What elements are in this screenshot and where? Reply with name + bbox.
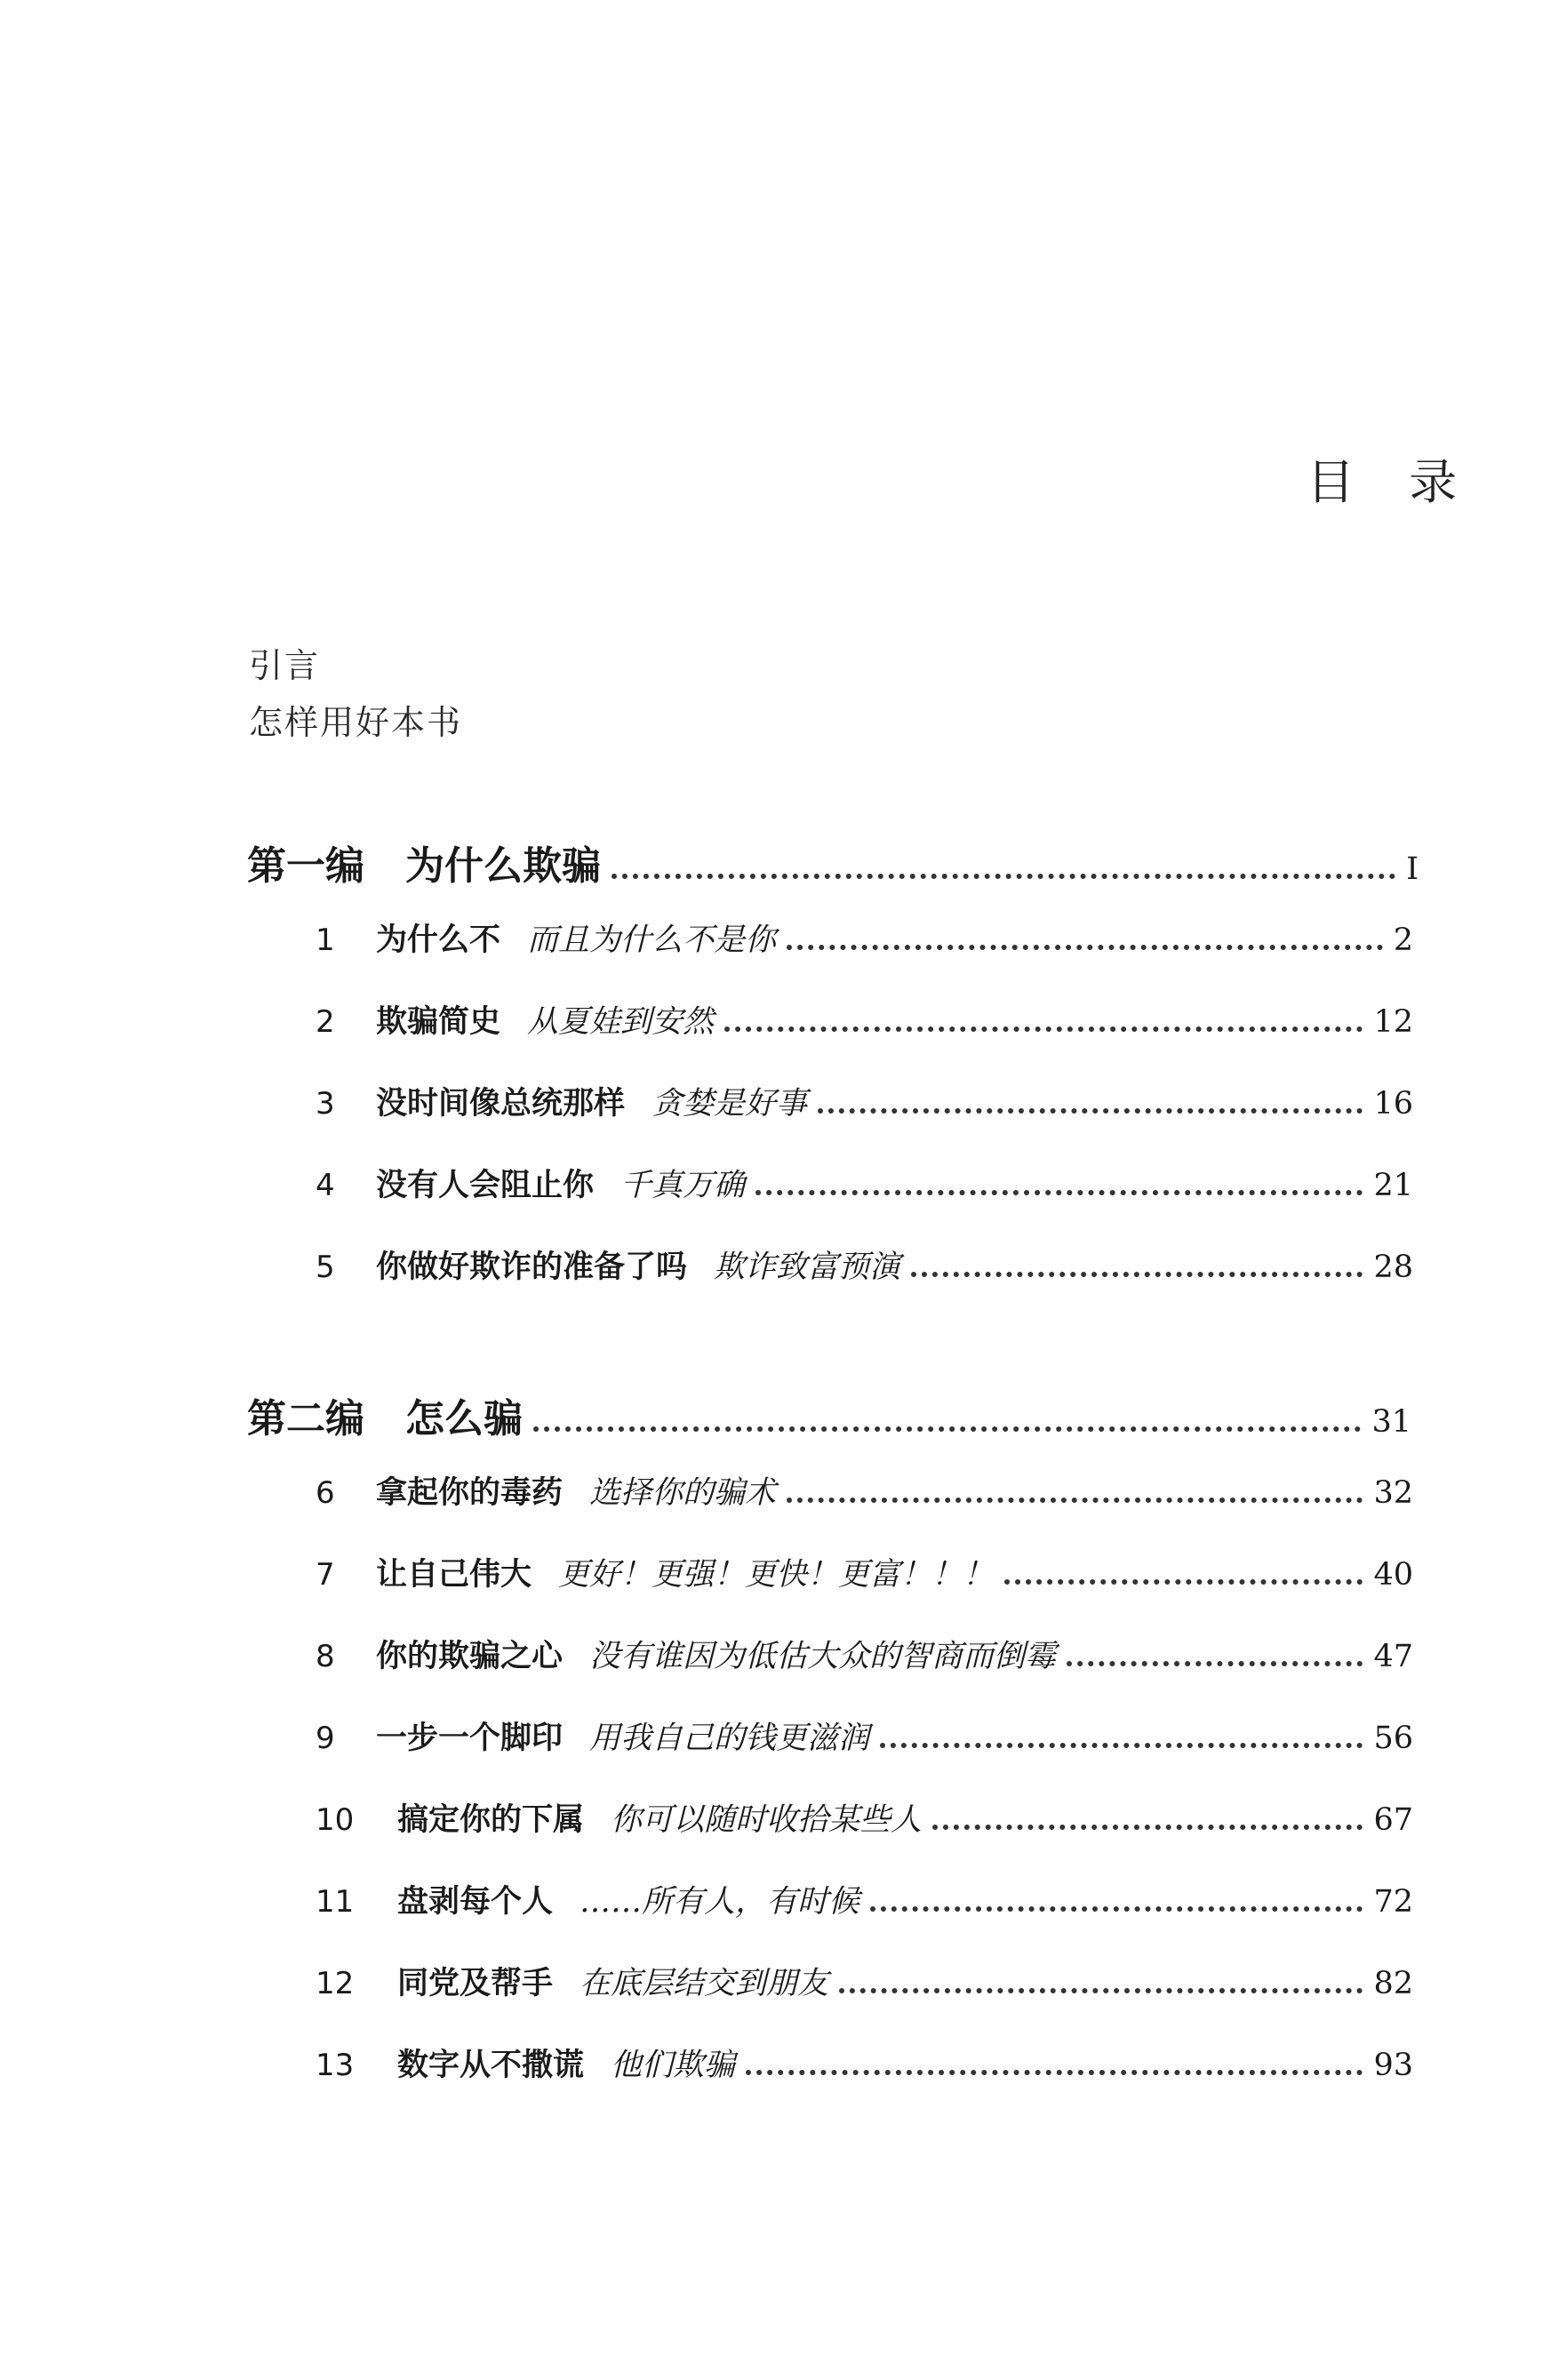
dot-leader: [724, 1026, 1363, 1032]
dot-leader: [1067, 1661, 1363, 1666]
toc-entry-6[interactable]: [316, 1468, 1413, 1518]
dot-leader: [839, 1988, 1363, 1993]
dot-leader: [612, 874, 1395, 879]
chapter-subtitle: 选择你的骗术: [589, 1475, 777, 1511]
chapter-subtitle: 贪婪是好事: [652, 1086, 808, 1122]
chapter-title: 数字从不撒谎: [397, 2048, 585, 2083]
chapter-subtitle: 更好！更强！更快！更富！！！: [558, 1557, 995, 1593]
front-matter-how-to-use[interactable]: 怎样用好本书: [249, 703, 463, 742]
chapter-page: 16: [1373, 1086, 1413, 1122]
chapter-page: 82: [1373, 1966, 1413, 2001]
chapter-page: 2: [1393, 922, 1413, 958]
chapter-title: 同党及帮手: [397, 1966, 554, 2001]
part-1-row[interactable]: [247, 834, 1419, 887]
chapter-number: 13: [316, 2048, 355, 2083]
toc-entry-7[interactable]: [316, 1550, 1413, 1600]
chapter-subtitle: 而且为什么不是你: [527, 922, 777, 958]
chapter-title: 没有人会阻止你: [376, 1168, 595, 1203]
part-2-label: 第二编: [247, 1396, 364, 1442]
chapter-subtitle: 欺诈致富预演: [714, 1250, 901, 1285]
chapter-title: 拿起你的毒药: [376, 1475, 564, 1511]
dot-leader: [932, 1825, 1363, 1830]
chapter-page: 21: [1373, 1168, 1413, 1203]
dot-leader: [1004, 1579, 1363, 1585]
chapter-page: 47: [1373, 1639, 1413, 1674]
dot-leader: [787, 945, 1383, 950]
chapter-number: 9: [316, 1721, 335, 1756]
toc-entry-4[interactable]: [316, 1161, 1413, 1210]
chapter-title: 没时间像总统那样: [376, 1086, 626, 1122]
chapter-title: 一步一个脚印: [376, 1721, 564, 1756]
chapter-number: 2: [316, 1004, 335, 1040]
chapter-subtitle: 用我自己的钱更滋润: [589, 1721, 870, 1756]
chapter-page: 40: [1373, 1557, 1413, 1593]
chapter-page: 67: [1373, 1802, 1413, 1838]
chapter-subtitle: 他们欺骗: [611, 2048, 736, 2083]
part-1-page: I: [1406, 851, 1419, 887]
part-1-label: 第一编: [247, 843, 364, 889]
toc-entry-10[interactable]: [316, 1795, 1413, 1845]
chapter-number: 3: [316, 1086, 335, 1122]
chapter-title: 搞定你的下属: [397, 1802, 585, 1838]
dot-leader: [818, 1108, 1363, 1114]
dot-leader: [533, 1426, 1361, 1432]
toc-entry-9[interactable]: [316, 1713, 1413, 1763]
chapter-title: 你做好欺诈的准备了吗: [376, 1250, 688, 1285]
chapter-title: 盘剥每个人: [397, 1884, 554, 1920]
chapter-subtitle: 千真万确: [620, 1168, 746, 1203]
chapter-page: 72: [1373, 1884, 1413, 1920]
chapter-page: 32: [1373, 1475, 1413, 1511]
chapter-page: 56: [1373, 1721, 1413, 1756]
toc-entry-5[interactable]: [316, 1242, 1413, 1292]
chapter-subtitle: 你可以随时收拾某些人: [611, 1802, 923, 1838]
dot-leader: [911, 1272, 1363, 1277]
chapter-number: 5: [316, 1250, 335, 1285]
chapter-number: 4: [316, 1168, 335, 1203]
chapter-page: 93: [1373, 2048, 1413, 2083]
dot-leader: [880, 1743, 1363, 1748]
part-2-row[interactable]: [247, 1386, 1411, 1440]
chapter-title: 让自己伟大: [376, 1557, 532, 1593]
dot-leader: [756, 1190, 1363, 1195]
chapter-page: 12: [1373, 1004, 1413, 1040]
chapter-number: 11: [316, 1884, 355, 1920]
toc-entry-1[interactable]: [316, 915, 1413, 965]
chapter-subtitle: 没有谁因为低估大众的智商而倒霉: [589, 1639, 1057, 1674]
chapter-number: 12: [316, 1966, 355, 2001]
chapter-number: 10: [316, 1802, 355, 1838]
dot-leader: [787, 1497, 1363, 1503]
toc-entry-12[interactable]: [316, 1959, 1413, 2009]
chapter-title: 欺骗简史: [376, 1004, 501, 1040]
front-matter-introduction[interactable]: 引言: [249, 646, 321, 685]
part-1-title: 为什么欺骗: [405, 843, 601, 889]
dot-leader: [746, 2070, 1363, 2075]
toc-entry-2[interactable]: [316, 997, 1413, 1047]
chapter-subtitle: 在底层结交到朋友: [580, 1966, 829, 2001]
chapter-number: 1: [316, 922, 335, 958]
chapter-number: 6: [316, 1475, 335, 1511]
toc-entry-8[interactable]: [316, 1632, 1413, 1681]
chapter-number: 8: [316, 1639, 335, 1674]
part-2-page: 31: [1371, 1404, 1411, 1440]
chapter-subtitle: ……所有人，有时候: [580, 1884, 860, 1920]
chapter-title: 你的欺骗之心: [376, 1639, 564, 1674]
chapter-number: 7: [316, 1557, 335, 1593]
part-2-title: 怎么骗: [405, 1396, 523, 1442]
toc-entry-11[interactable]: [316, 1877, 1413, 1927]
chapter-title: 为什么不: [376, 922, 501, 958]
toc-heading: 目 录: [1307, 454, 1477, 510]
chapter-page: 28: [1373, 1250, 1413, 1285]
toc-entry-3[interactable]: [316, 1079, 1413, 1129]
toc-entry-13[interactable]: [316, 2041, 1413, 2090]
chapter-subtitle: 从夏娃到安然: [527, 1004, 715, 1040]
dot-leader: [870, 1906, 1363, 1912]
